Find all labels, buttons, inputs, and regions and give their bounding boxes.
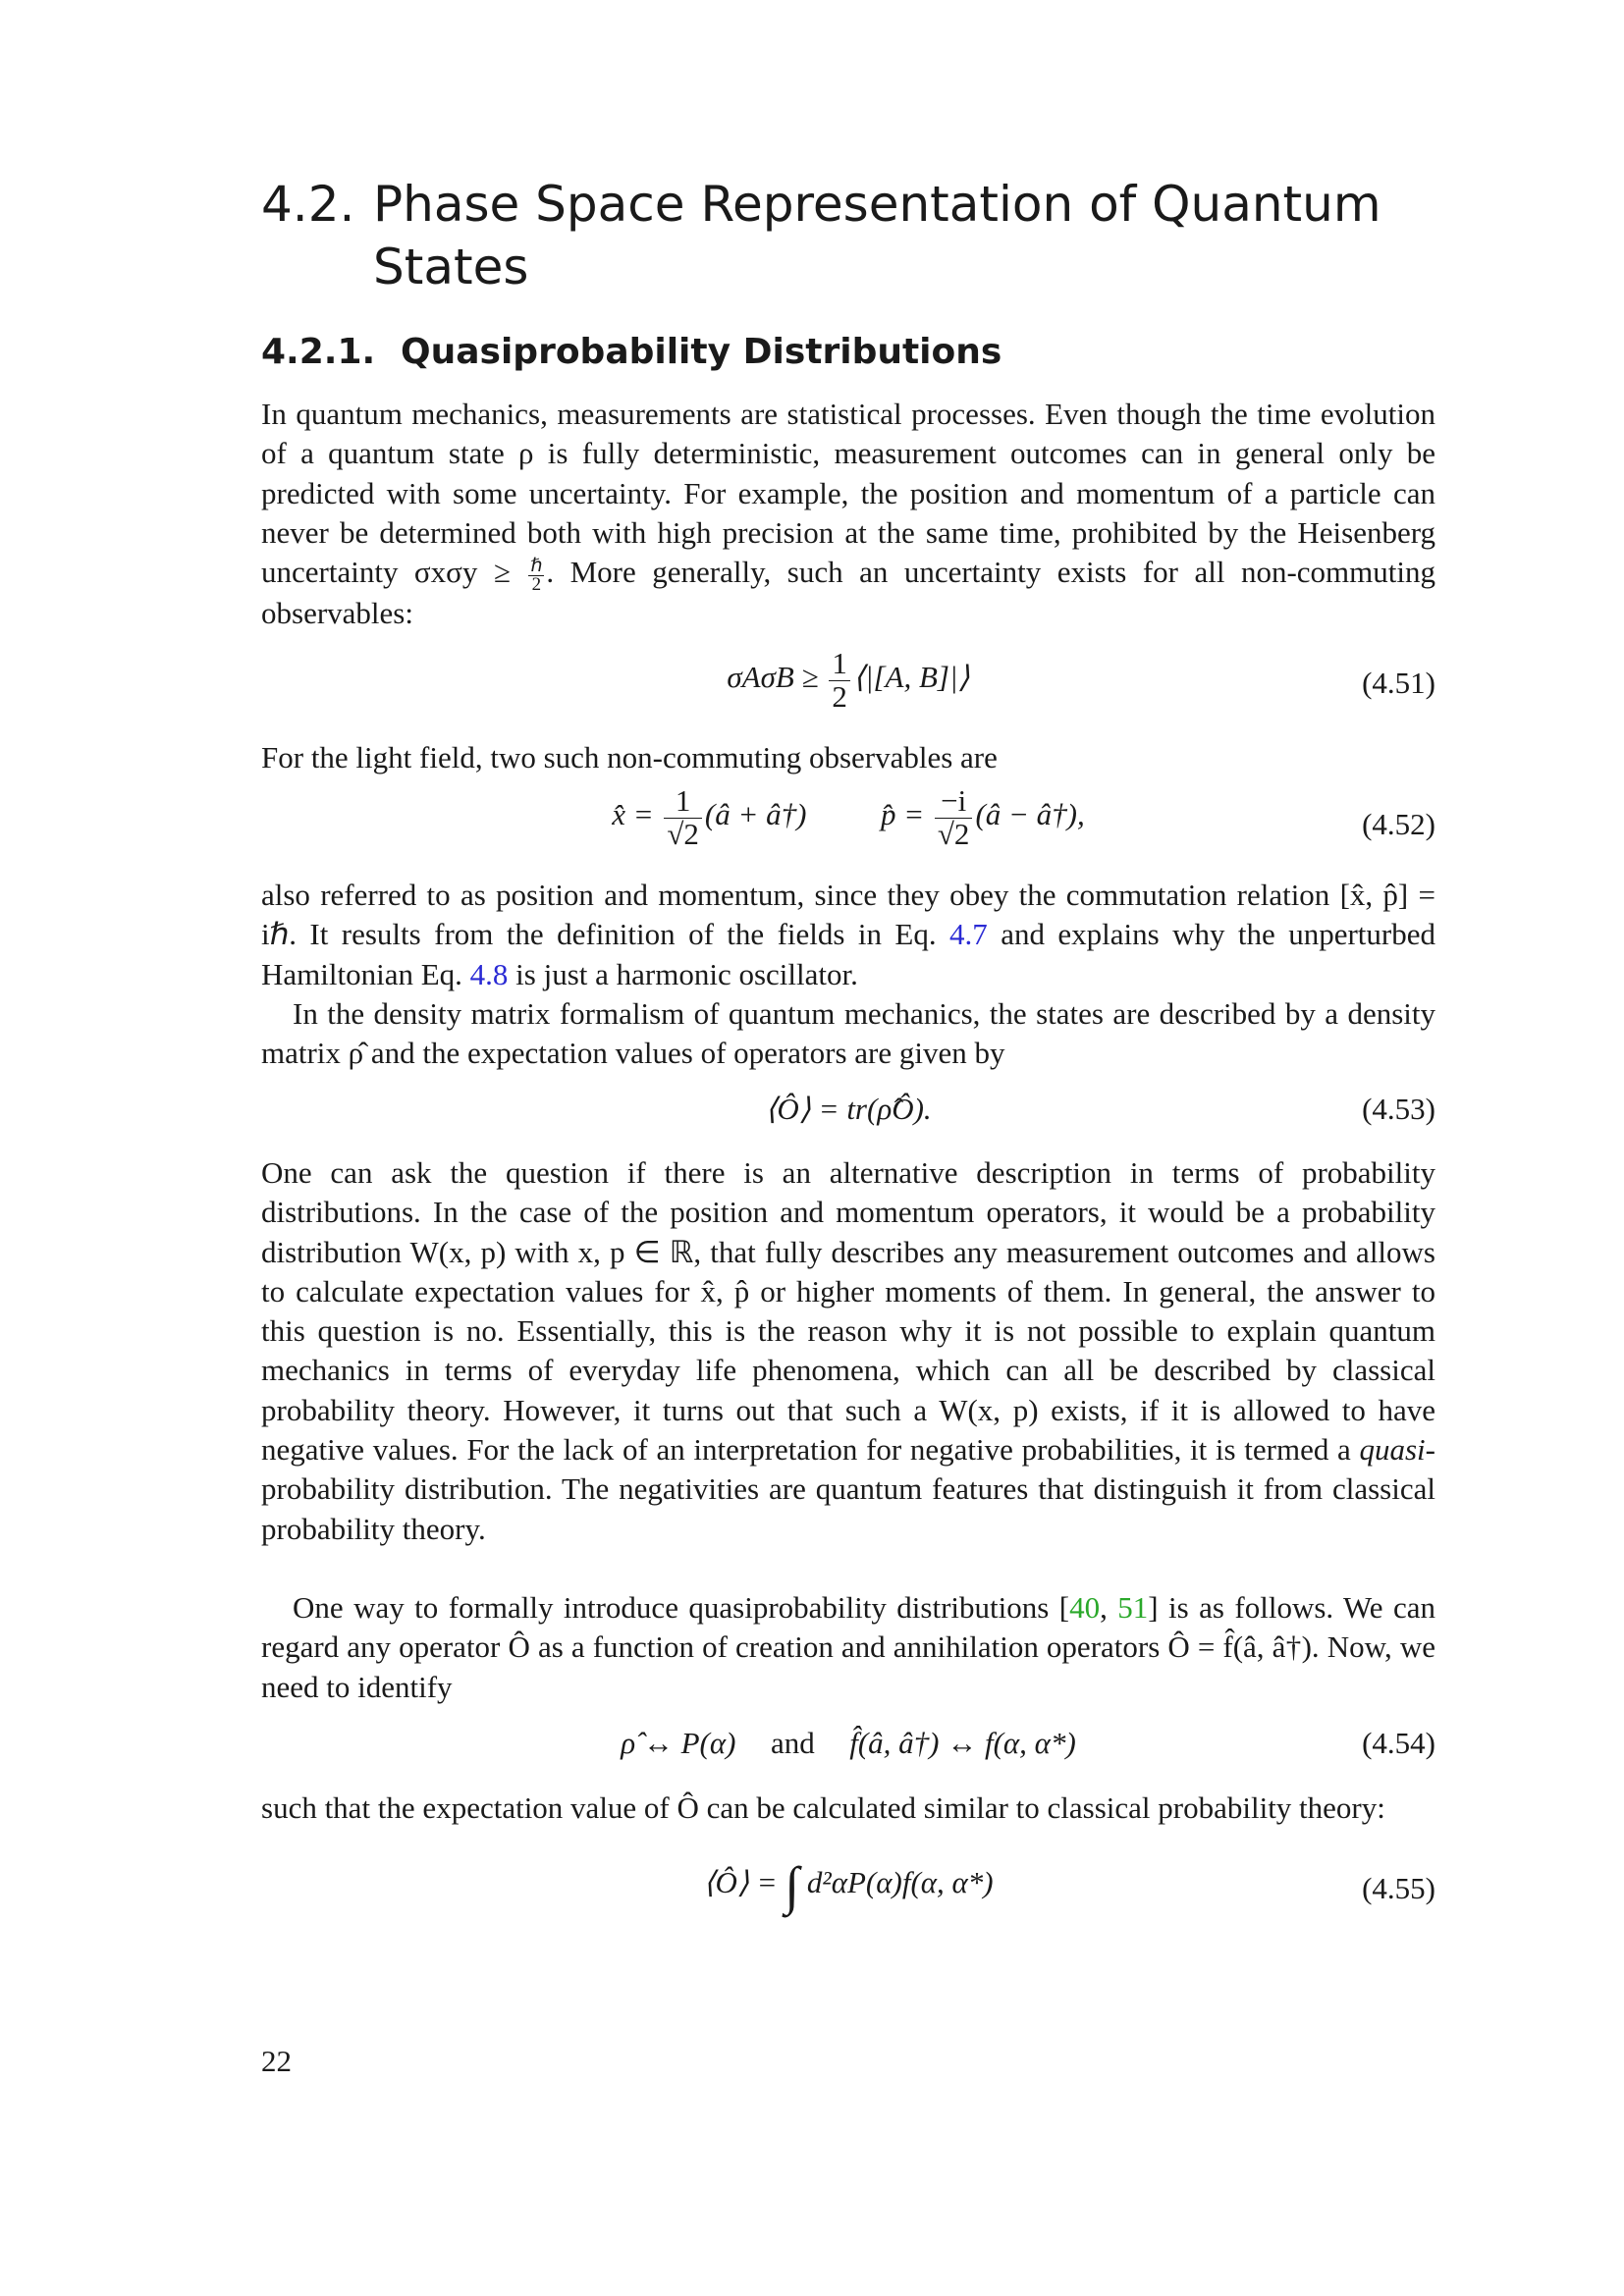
eq-ref-4-7[interactable]: 4.7: [949, 917, 988, 952]
equation-4-54: [261, 1726, 1435, 1785]
section-title-line1: Phase Space Representation of Quantum: [373, 176, 1381, 233]
citation-sep: ,: [1100, 1590, 1118, 1625]
para6-text-b: ] is as follows. We can regard any operator Ô as a function of creation and annihilation operators Ô = f̂(â, â†). Now, we need to identify: [261, 1590, 1436, 1704]
eq452-x-lhs: x̂ =: [612, 797, 654, 832]
para3-text-c: is just a harmonic oscillator.: [515, 956, 858, 991]
eq451-tag: (4.51): [1362, 666, 1435, 700]
eq453-tag: (4.53): [1362, 1092, 1435, 1126]
para5-text-b: -probability distribution. The negativities are quantum features that distinguish it from classical probability theory.: [261, 1432, 1435, 1546]
para5-text-a: One can ask the question if there is an alternative description in terms of probability distributions. In the case of the position and momentum operators, it would be a probability distribution W(x, p) with x, p ∈ ℝ, that fully describes any measurement outcomes and allows to calculate expectation values for x̂, p̂ or higher moments of them. In general, the answer to this question is no. Essentially, this is the reason why it is not possible to explain quantum mechanics in terms of everyday life phenomena, which can all be described by classical probability theory. However, it turns out that such a W(x, p) exists, if it is allowed to have negative values. For the lack of an interpretation for negative probabilities, it is termed a: [261, 1155, 1435, 1468]
paragraph-density-matrix: In the density matrix formalism of quantum mechanics, the states are described by a density matrix ρ̂ and the expectation values of operators are given by: [261, 996, 1435, 1071]
eq454-mid: and: [770, 1726, 815, 1760]
eq454-left: ρ̂ ↔ P(α): [621, 1726, 736, 1760]
citation-51[interactable]: 51: [1117, 1590, 1149, 1625]
para1-text-b: . More generally, such an uncertainty exists for all non-commuting observables:: [261, 555, 1435, 630]
subsection-number: 4.2.1.: [261, 332, 376, 372]
eq454-right: f̂(â, â†) ↔ f(α, α*): [849, 1726, 1076, 1760]
section-heading: [261, 173, 1439, 298]
eq452-x-rhs: (â + â†): [704, 797, 807, 832]
para3-text-a: also referred to as position and momentum, since they obey the commutation relation [x̂, p̂] = iℏ. It results from the definition of the fields in Eq.: [261, 878, 1435, 952]
equation-4-53: [261, 1092, 1435, 1150]
eq452-p-den: √2: [937, 816, 970, 851]
eq455-tag: (4.55): [1362, 1871, 1435, 1905]
hbar-num: ℏ: [530, 555, 543, 576]
hbar-over-two: [528, 555, 544, 595]
page-number: 22: [261, 2044, 292, 2078]
eq452-x-den: √2: [667, 816, 699, 851]
eq452-x-num: 1: [664, 785, 702, 819]
subsection-heading: [261, 329, 1001, 376]
eq455-rhs: d²αP(α)f(α, α*): [806, 1865, 994, 1900]
hbar-den: 2: [531, 573, 542, 595]
para3-text-b: and explains why the unperturbed Hamiltonian Eq.: [261, 917, 1436, 991]
equation-4-51: [261, 646, 1435, 714]
paragraph-intro: [261, 395, 1435, 633]
eq454-tag: (4.54): [1362, 1726, 1435, 1760]
eq452-p-num: −i: [935, 785, 973, 819]
eq-ref-4-8[interactable]: 4.8: [469, 956, 509, 991]
equation-4-52: [261, 783, 1435, 851]
eq451-frac-den: 2: [832, 678, 847, 714]
para1-text-a: In quantum mechanics, measurements are statistical processes. Even though the time evolution of a quantum state ρ is fully deterministic, measurement outcomes can in general only be predicted with some uncertainty. For example, the position and momentum of a particle can never be determined both with high precision at the same time, prohibited by the Heisenberg uncertainty σxσy ≥: [261, 397, 1435, 590]
eq451-frac-num: 1: [829, 648, 850, 681]
eq455-lhs: ⟨Ô⟩ =: [703, 1865, 778, 1900]
eq452-p-lhs: p̂ =: [881, 797, 925, 832]
eq453-body: ⟨Ô⟩ = tr(ρ̂Ô).: [765, 1092, 932, 1126]
paragraph-formal-intro: [261, 1588, 1435, 1707]
eq452-p-rhs: (â − â†),: [975, 797, 1085, 832]
subsection-title: Quasiprobability Distributions: [401, 332, 1002, 372]
equation-4-55: [261, 1856, 1435, 1924]
paragraph-commutation: [261, 876, 1435, 994]
section-title-line2: States: [373, 239, 529, 295]
para6-text-a: One way to formally introduce quasiprobability distributions [: [293, 1590, 1070, 1625]
paragraph-quasiprobability: [261, 1153, 1435, 1549]
integral-sign: ∫: [785, 1856, 800, 1915]
eq452-x-frac: [664, 785, 702, 850]
eq451-frac: [829, 648, 850, 713]
eq452-p-frac: [935, 785, 973, 850]
section-number: 4.2.: [261, 176, 355, 233]
paragraph-light-field: For the light field, two such non-commuting observables are: [261, 740, 998, 774]
emph-quasi: quasi: [1359, 1432, 1426, 1468]
citation-40[interactable]: 40: [1069, 1590, 1101, 1625]
paragraph-expectation: such that the expectation value of Ô can be calculated similar to classical probability theory:: [261, 1790, 1385, 1825]
eq452-tag: (4.52): [1362, 807, 1435, 841]
eq451-lhs: σAσB ≥: [727, 660, 819, 695]
eq451-rhs: ⟨|[A, B]|⟩: [852, 660, 970, 695]
